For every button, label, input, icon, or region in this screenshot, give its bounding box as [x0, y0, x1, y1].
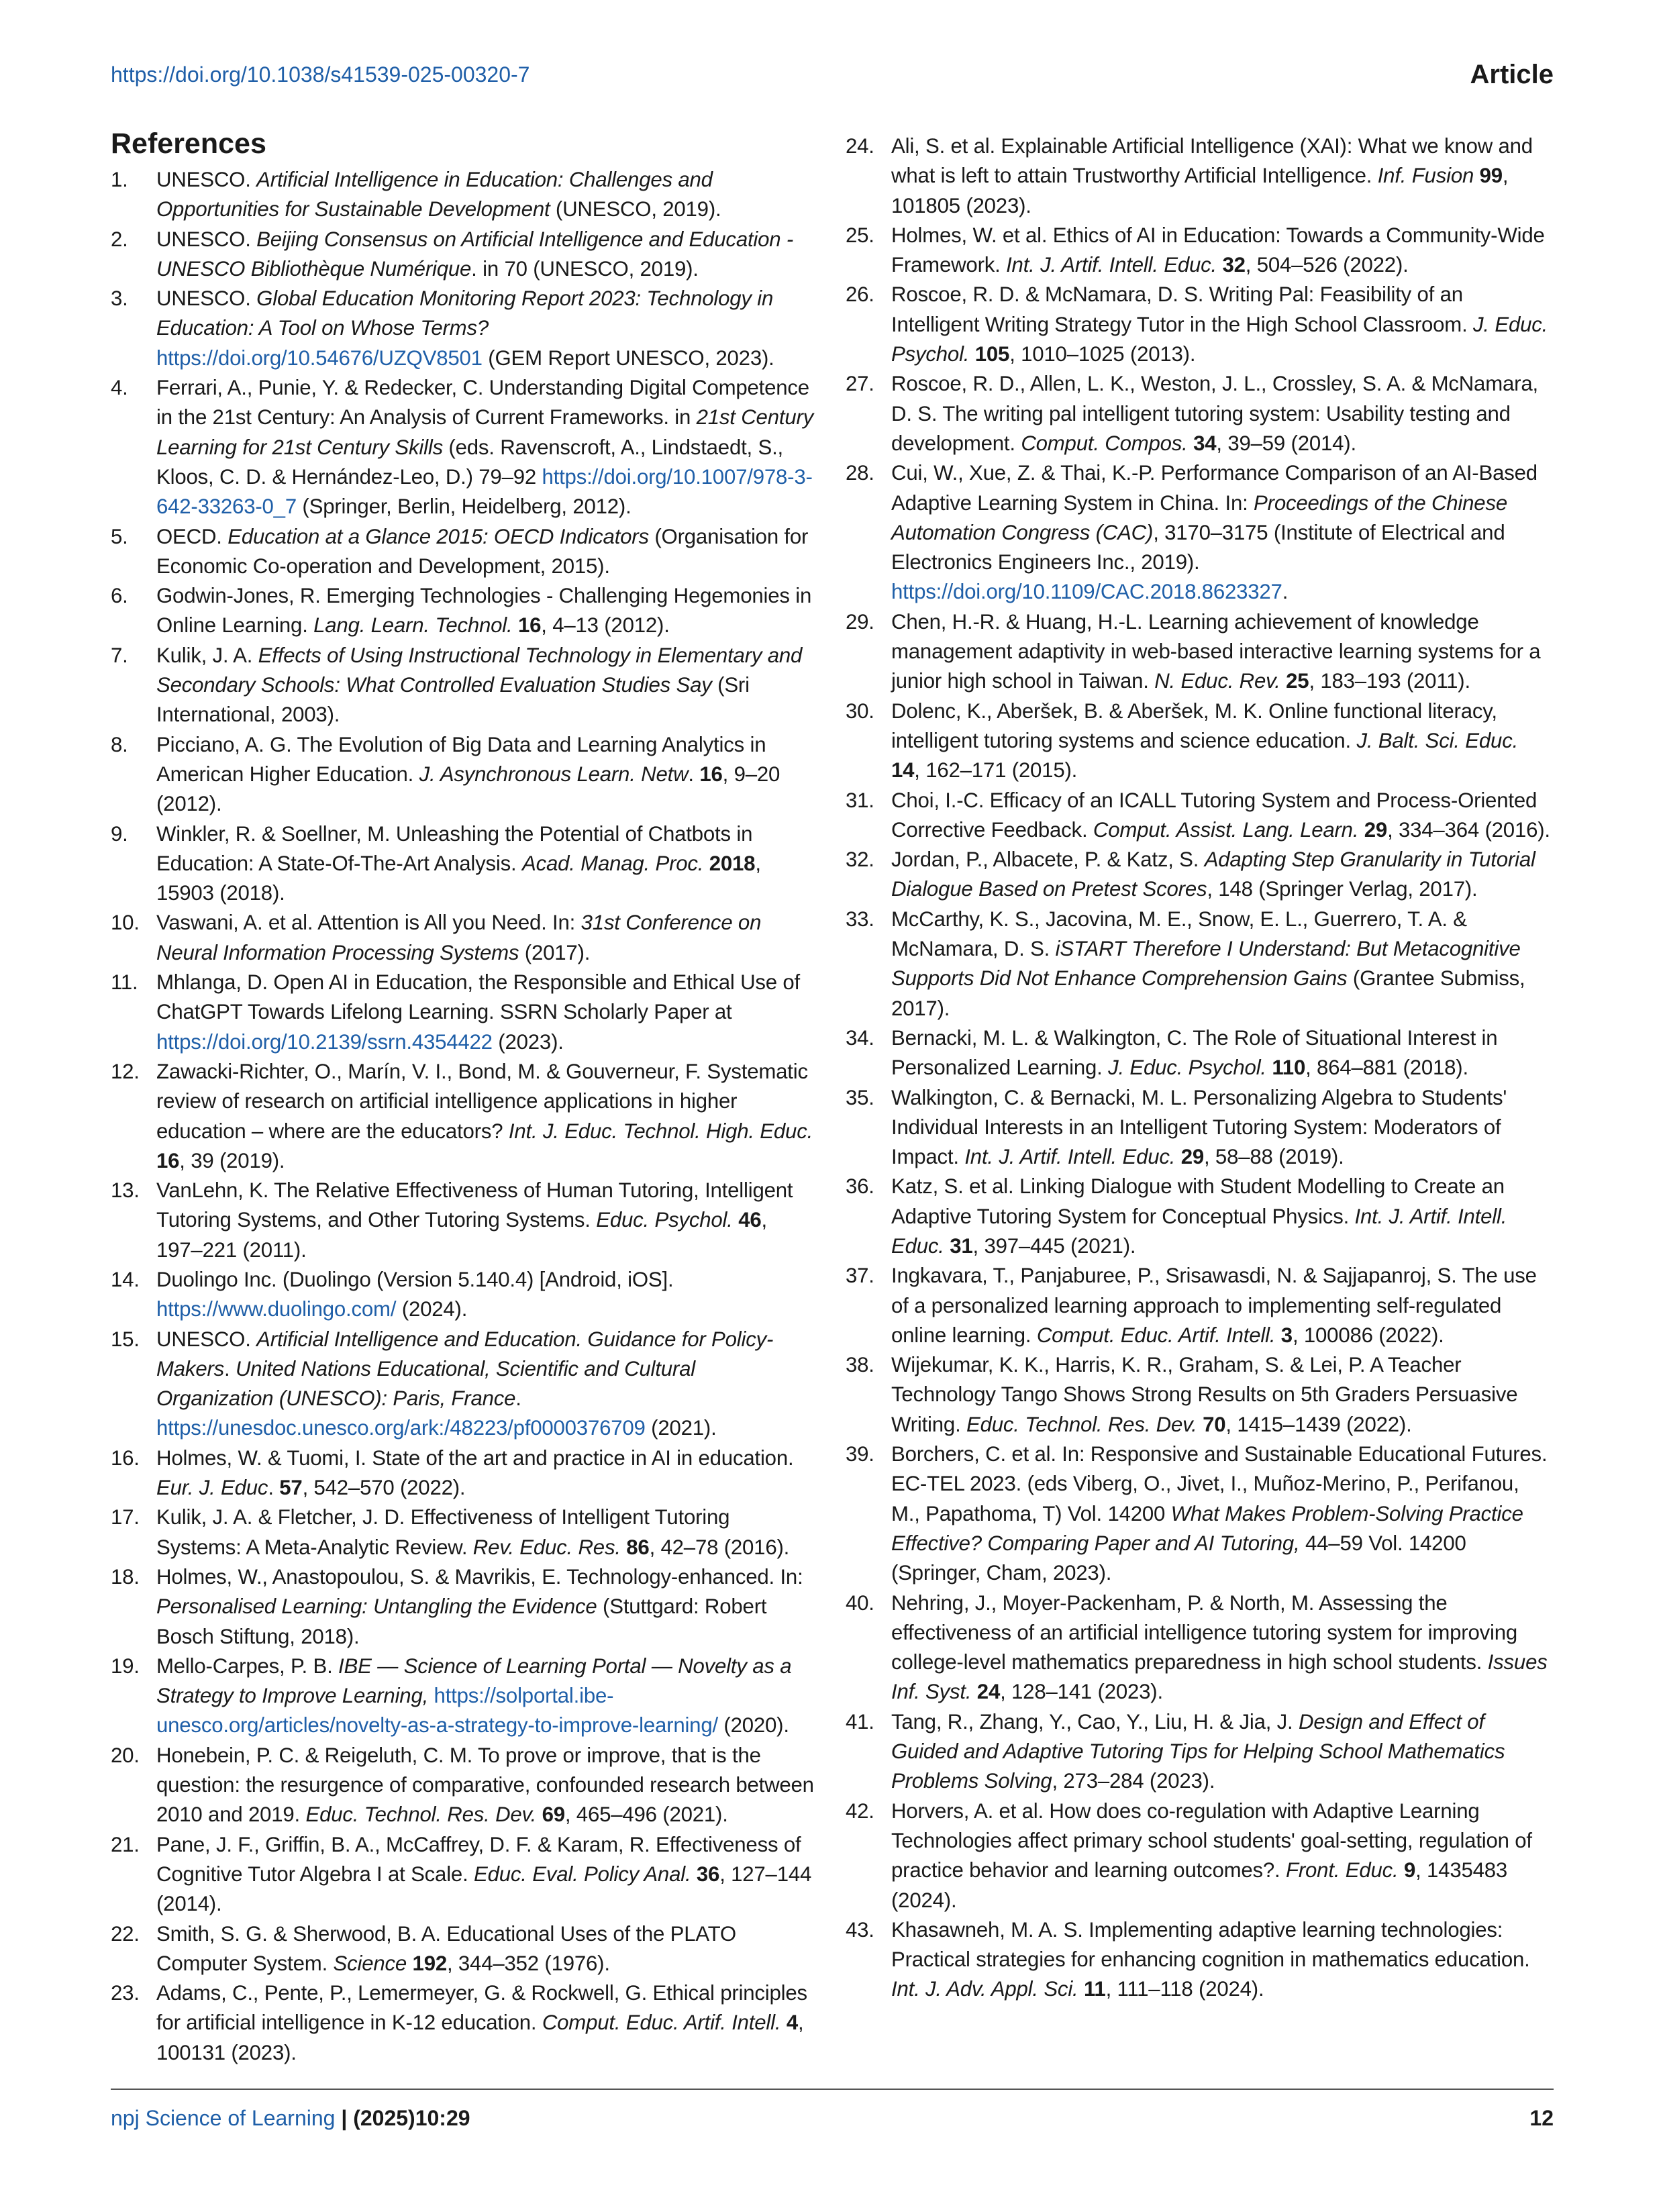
reference-volume: 110: [1272, 1056, 1306, 1080]
reference-volume: 69: [542, 1803, 565, 1827]
reference-item: [111, 1919, 817, 1979]
reference-number: 39.: [846, 1442, 874, 1466]
reference-volume: 16: [699, 762, 723, 786]
reference-title: Educ. Psychol.: [596, 1208, 733, 1232]
reference-text: , 864–881 (2018).: [1305, 1056, 1468, 1080]
reference-text: Cui, W., Xue, Z. & Thai, K.-P. Performance Comparison of an AI-Based Adaptive Learning System in China. In:: [891, 461, 1537, 515]
reference-title: United Nations Educational, Scientific and Cultural Organization (UNESCO): Paris, France: [156, 1356, 695, 1411]
reference-text: (Stuttgard: Robert Bosch Stiftung, 2018).: [156, 1595, 767, 1648]
reference-item: [111, 1265, 817, 1325]
reference-item: [846, 369, 1552, 458]
reference-number: 28.: [846, 461, 874, 485]
reference-item: [111, 1562, 817, 1652]
reference-number: 25.: [846, 223, 874, 247]
reference-text: , 183–193 (2011).: [1309, 669, 1470, 693]
reference-text: UNESCO.: [156, 227, 257, 251]
reference-text: Ingkavara, T., Panjaburee, P., Srisawasdi, N. & Sajjapanroj, S. The use of a personalized learning approach to implementing self-regulated online learning.: [891, 1264, 1537, 1347]
reference-text: (2024).: [396, 1297, 468, 1321]
reference-text: Chen, H.-R. & Huang, H.-L. Learning achievement of knowledge management adaptivity in web-based interactive learning systems for a junior high school in Taiwan.: [891, 609, 1541, 693]
reference-volume: 99: [1479, 164, 1503, 188]
reference-text: (2020).: [717, 1713, 789, 1738]
reference-text: Mhlanga, D. Open AI in Education, the Responsible and Ethical Use of ChatGPT Towards Lifelong Learning. SSRN Scholarly Paper at: [156, 970, 800, 1024]
reference-text: Mello-Carpes, P. B.: [156, 1654, 339, 1678]
reference-text: Nehring, J., Moyer-Packenham, P. & North, M. Assessing the effectiveness of an artificial intelligence tutoring system for improving college-level mathematics preparedness in high school students.: [891, 1591, 1518, 1674]
reference-title: Comput. Compos.: [1021, 431, 1188, 455]
reference-text: , 39 (2019).: [179, 1148, 285, 1172]
reference-text: , 111–118 (2024).: [1105, 1977, 1264, 2001]
reference-item: [846, 845, 1552, 905]
reference-title: Educ. Technol. Res. Dev.: [966, 1412, 1197, 1436]
reference-text: , 9–20 (2012).: [156, 762, 780, 816]
reference-number: 15.: [111, 1327, 140, 1351]
reference-item: [111, 165, 817, 225]
reference-volume: 36: [696, 1862, 720, 1886]
reference-text: (2017).: [519, 940, 591, 964]
journal-name[interactable]: npj Science of Learning: [111, 2106, 336, 2130]
reference-number: 34.: [846, 1025, 874, 1050]
reference-number: 29.: [846, 609, 874, 634]
doi-link[interactable]: https://doi.org/10.1038/s41539-025-00320-7: [111, 62, 530, 87]
reference-number: 31.: [846, 788, 874, 812]
reference-number: 18.: [111, 1564, 140, 1589]
reference-number: 38.: [846, 1353, 874, 1377]
reference-link[interactable]: https://doi.org/10.2139/ssrn.4354422: [156, 1029, 493, 1054]
reference-item: [846, 1023, 1552, 1083]
reference-item: [846, 132, 1552, 221]
reference-title: 21st Century Learning for 21st Century Skills: [156, 405, 814, 459]
reference-title: Global Education Monitoring Report 2023: Technology in Education: A Tool on Whose Terms?: [156, 287, 774, 340]
reference-text: Kulik, J. A. & Fletcher, J. D. Effectiveness of Intelligent Tutoring Systems: A Meta-Analytic Review.: [156, 1505, 730, 1559]
reference-volume: 29: [1180, 1145, 1204, 1169]
reference-text: [621, 1536, 626, 1559]
reference-number: 21.: [111, 1832, 140, 1856]
reference-volume: 31: [950, 1234, 973, 1258]
reference-title: Personalised Learning: Untangling the Evidence: [156, 1595, 597, 1619]
reference-number: 27.: [846, 372, 874, 396]
reference-text: UNESCO.: [156, 1327, 257, 1351]
reference-volume: 24: [976, 1680, 1001, 1704]
reference-text: Roscoe, R. D. & McNamara, D. S. Writing Pal: Feasibility of an Intelligent Writing Strategy Tutor in the High School Classroom.: [891, 283, 1474, 336]
reference-number: 20.: [111, 1743, 140, 1767]
reference-number: 33.: [846, 907, 874, 931]
reference-text: , 197–221 (2011).: [156, 1208, 767, 1262]
reference-number: 40.: [846, 1591, 874, 1615]
article-type-label: Article: [1470, 60, 1554, 89]
reference-volume: 29: [1364, 817, 1388, 842]
reference-text: Godwin-Jones, R. Emerging Technologies - Challenging Hegemonies in Online Learning.: [156, 584, 812, 638]
reference-text: Tang, R., Zhang, Y., Cao, Y., Liu, H. & Jia, J.: [891, 1709, 1299, 1733]
reference-text: [1275, 1323, 1280, 1347]
reference-number: 12.: [111, 1059, 140, 1083]
reference-text: UNESCO.: [156, 168, 257, 191]
reference-number: 1.: [111, 168, 128, 191]
reference-text: [733, 1208, 738, 1231]
reference-text: , 101805 (2023).: [891, 164, 1509, 217]
references-column-left: [111, 129, 817, 2068]
reference-title: Education at a Glance 2015: OECD Indicators: [228, 524, 649, 548]
reference-text: [1175, 1145, 1180, 1168]
reference-item: [111, 1503, 817, 1562]
reference-item: [846, 1261, 1552, 1350]
reference-volume: 57: [279, 1476, 303, 1500]
reference-number: 35.: [846, 1085, 874, 1109]
reference-item: [111, 1176, 817, 1265]
reference-text: (2023).: [492, 1029, 564, 1054]
reference-item: [846, 458, 1552, 607]
reference-text: UNESCO.: [156, 287, 257, 311]
reference-text: Honebein, P. C. & Reigeluth, C. M. To prove or improve, that is the question: the resurgence of comparative, confounded research between 2010 and 2019.: [156, 1743, 814, 1827]
reference-title: Proceedings of the Chinese Automation Congress (CAC): [891, 491, 1507, 544]
reference-text: , 162–171 (2015).: [914, 758, 1078, 783]
reference-text: Winkler, R. & Soellner, M. Unleashing the Potential of Chatbots in Education: A State-Of-The-Art Analysis.: [156, 821, 753, 875]
reference-text: .: [268, 1476, 280, 1500]
reference-number: 10.: [111, 911, 140, 935]
reference-text: [703, 852, 709, 875]
reference-list-right: [846, 132, 1552, 2005]
reference-volume: 70: [1203, 1412, 1226, 1436]
reference-text: , 148 (Springer Verlag, 2017).: [1207, 877, 1478, 901]
reference-text: (eds. Ravenscroft, A., Lindstaedt, S., Kloos, C. D. & Hernández-Leo, D.) 79–92: [156, 435, 784, 489]
volume-info: | (2025)10:29: [335, 2106, 470, 2130]
reference-text: , 100086 (2022).: [1292, 1323, 1444, 1347]
reference-text: Kulik, J. A.: [156, 643, 258, 667]
reference-item: [846, 1172, 1552, 1261]
reference-title: Int. J. Adv. Appl. Sci.: [891, 1977, 1078, 2001]
reference-text: , 127–144 (2014).: [156, 1862, 812, 1916]
reference-text: , 542–570 (2022).: [302, 1476, 466, 1500]
reference-text: [944, 1234, 950, 1258]
reference-text: Bernacki, M. L. & Walkington, C. The Role of Situational Interest in Personalized Learning.: [891, 1025, 1498, 1080]
reference-text: [1188, 432, 1193, 455]
reference-item: [111, 522, 817, 582]
reference-number: 37.: [846, 1264, 874, 1288]
reference-number: 6.: [111, 584, 128, 608]
reference-text: . in 70 (UNESCO, 2019).: [471, 256, 699, 281]
reference-text: (Organisation for Economic Co-operation and Development, 2015).: [156, 524, 809, 578]
reference-number: 16.: [111, 1446, 140, 1470]
reference-title: Educ. Technol. Res. Dev.: [305, 1803, 537, 1827]
reference-text: , 3170–3175 (Institute of Electrical and Electronics Engineers Inc., 2019).: [891, 520, 1505, 574]
reference-item: [111, 730, 817, 819]
reference-text: Borchers, C. et al. In: Responsive and Sustainable Educational Futures. EC-TEL 2023. (eds Viberg, O., Jivet, I., Muñoz-Merino, P., Perifanou, M., Papathoma, T) Vol. 14200: [891, 1442, 1548, 1525]
reference-item: [846, 905, 1552, 1023]
reference-text: Walkington, C. & Bernacki, M. L. Personalizing Algebra to Students' Individual Interests in an Intelligent Tutoring System: Moderators of Impact.: [891, 1085, 1507, 1169]
reference-link[interactable]: https://unesdoc.unesco.org/ark:/48223/pf0000376709: [156, 1416, 646, 1440]
reference-number: 13.: [111, 1178, 140, 1203]
reference-text: Adams, C., Pente, P., Lemermeyer, G. & Rockwell, G. Ethical principles for artificial intelligence in K-12 education.: [156, 1981, 807, 2035]
reference-item: [846, 1083, 1552, 1172]
reference-number: 36.: [846, 1174, 874, 1199]
reference-title: Rev. Educ. Res.: [472, 1535, 621, 1559]
reference-text: , 344–352 (1976).: [446, 1951, 610, 1975]
reference-title: What Makes Problem-Solving Practice Effective? Comparing Paper and AI Tutoring,: [891, 1501, 1523, 1555]
reference-text: 44–59 Vol. 14200 (Springer, Cham, 2023).: [891, 1531, 1466, 1585]
reference-text: [1078, 1977, 1084, 2001]
reference-item: [846, 1797, 1552, 1915]
reference-title: Science: [333, 1951, 407, 1975]
reference-item: [111, 1325, 817, 1444]
reference-title: Issues Inf. Syst.: [891, 1650, 1548, 1704]
reference-text: , 1435483 (2024).: [891, 1858, 1508, 1912]
reference-title: J. Educ. Psychol.: [891, 312, 1548, 366]
reference-item: [846, 1915, 1552, 2005]
reference-number: 5.: [111, 524, 128, 548]
reference-text: Vaswani, A. et al. Attention is All you Need. In:: [156, 911, 581, 935]
reference-title: Inf. Fusion: [1377, 164, 1474, 188]
reference-title: Int. J. Educ. Technol. High. Educ.: [508, 1119, 813, 1143]
reference-title: Lang. Learn. Technol.: [313, 613, 513, 638]
reference-text: , 100131 (2023).: [156, 2011, 804, 2064]
reference-text: (Springer, Berlin, Heidelberg, 2012).: [296, 495, 632, 519]
reference-title: Comput. Educ. Artif. Intell.: [1036, 1323, 1276, 1347]
reference-text: , 273–284 (2023).: [1052, 1769, 1215, 1793]
reference-text: (Grantee Submiss, 2017).: [891, 966, 1525, 1020]
reference-title: Comput. Assist. Lang. Learn.: [1093, 817, 1359, 842]
reference-text: [1474, 164, 1479, 187]
reference-number: 17.: [111, 1505, 140, 1529]
reference-text: [536, 1803, 542, 1826]
reference-volume: 16: [156, 1148, 180, 1172]
reference-title: J. Educ. Psychol.: [1108, 1056, 1266, 1080]
reference-list-left: [111, 165, 817, 2068]
reference-number: 3.: [111, 287, 128, 311]
reference-title: IBE — Science of Learning Portal — Novelty as a Strategy to Improve Learning,: [156, 1654, 792, 1708]
reference-text: [780, 2011, 786, 2034]
reference-link[interactable]: https://doi.org/10.1109/CAC.2018.8623327: [891, 580, 1282, 604]
reference-text: , 58–88 (2019).: [1204, 1145, 1344, 1169]
reference-volume: 192: [412, 1951, 447, 1975]
reference-number: 19.: [111, 1654, 140, 1678]
reference-text: Picciano, A. G. The Evolution of Big Data and Learning Analytics in American Higher Education.: [156, 732, 766, 786]
footer-journal: [111, 2106, 470, 2131]
reference-text: [1398, 1858, 1403, 1882]
reference-text: [969, 342, 974, 366]
reference-item: [111, 284, 817, 373]
reference-text: (UNESCO, 2019).: [550, 197, 721, 221]
reference-title: Effects of Using Instructional Technology in Elementary and Secondary Schools: What Controlled Evaluation Studies Say: [156, 643, 803, 697]
reference-text: Duolingo Inc. (Duolingo (Version 5.140.4) [Android, iOS].: [156, 1267, 674, 1291]
reference-item: [111, 1057, 817, 1176]
reference-number: 11.: [111, 970, 138, 995]
reference-number: 7.: [111, 643, 128, 667]
reference-number: 9.: [111, 821, 128, 846]
reference-item: [111, 908, 817, 968]
reference-volume: 25: [1286, 669, 1309, 693]
footer-divider: [111, 2089, 1554, 2090]
reference-item: [111, 968, 817, 1057]
reference-text: Khasawneh, M. A. S. Implementing adaptive learning technologies: Practical strategies for enhancing cognition in mathematics education.: [891, 1917, 1530, 1972]
reference-text: [1197, 1413, 1203, 1436]
reference-link[interactable]: https://doi.org/10.1007/978-3-642-33263-0_7: [156, 464, 813, 519]
reference-number: 24.: [846, 134, 874, 158]
reference-title: Acad. Manag. Proc.: [521, 851, 704, 875]
reference-text: Holmes, W. & Tuomi, I. State of the art and practice in AI in education.: [156, 1446, 794, 1470]
reference-text: Smith, S. G. & Sherwood, B. A. Educational Uses of the PLATO Computer System.: [156, 1921, 736, 1975]
reference-text: (2021).: [645, 1416, 717, 1440]
reference-item: [846, 1350, 1552, 1440]
reference-text: Dolenc, K., Aberšek, B. & Aberšek, M. K. Online functional literacy, intelligent tutoring systems and science education.: [891, 699, 1497, 752]
reference-text: Ferrari, A., Punie, Y. & Redecker, C. Understanding Digital Competence in the 21st Century: An Analysis of Current Frameworks. in: [156, 376, 809, 430]
reference-item: [846, 1707, 1552, 1797]
reference-item: [846, 280, 1552, 369]
reference-volume: 34: [1193, 431, 1217, 455]
reference-item: [111, 819, 817, 909]
reference-item: [111, 641, 817, 730]
reference-item: [111, 1444, 817, 1503]
reference-title: 31st Conference on Neural Information Processing Systems: [156, 911, 762, 964]
reference-title: Design and Effect of Guided and Adaptive Tutoring Tips for Helping School Mathematics Problems Solving: [891, 1709, 1505, 1793]
reference-text: .: [224, 1356, 236, 1380]
reference-title: Beijing Consensus on Artificial Intelligence and Education - UNESCO Bibliothèque Numérique: [156, 227, 794, 281]
reference-number: 22.: [111, 1921, 140, 1946]
reference-number: 41.: [846, 1709, 874, 1733]
reference-item: [846, 607, 1552, 697]
reference-text: [428, 1684, 434, 1707]
reference-text: Jordan, P., Albacete, P. & Katz, S.: [891, 848, 1205, 872]
reference-text: VanLehn, K. The Relative Effectiveness of Human Tutoring, Intelligent Tutoring Systems, and Other Tutoring Systems.: [156, 1178, 793, 1232]
reference-title: Int. J. Artif. Intell. Educ.: [891, 1204, 1507, 1258]
reference-volume: 2018: [709, 851, 756, 875]
reference-text: [971, 1680, 976, 1703]
reference-volume: 11: [1083, 1977, 1106, 2001]
reference-text: , 504–526 (2022).: [1245, 253, 1409, 277]
reference-number: 43.: [846, 1917, 874, 1942]
page-number: 12: [1529, 2106, 1554, 2130]
reference-volume: 46: [738, 1208, 762, 1232]
reference-link[interactable]: https://doi.org/10.54676/UZQV8501: [156, 346, 483, 370]
reference-number: 30.: [846, 699, 874, 723]
reference-number: 2.: [111, 227, 128, 251]
reference-text: (GEM Report UNESCO, 2023).: [482, 346, 774, 370]
reference-text: Holmes, W. et al. Ethics of AI in Education: Towards a Community-Wide Framework.: [891, 223, 1545, 277]
reference-text: [1358, 818, 1364, 842]
reference-number: 14.: [111, 1267, 140, 1291]
reference-item: [846, 1440, 1552, 1588]
reference-text: , 1415–1439 (2022).: [1225, 1412, 1412, 1436]
reference-text: McCarthy, K. S., Jacovina, M. E., Snow, E. L., Guerrero, T. A. & McNamara, D. S.: [891, 907, 1467, 961]
reference-volume: 9: [1403, 1858, 1416, 1882]
reference-item: [111, 1830, 817, 1919]
reference-title: Front. Educ.: [1286, 1858, 1399, 1882]
reference-text: Holmes, W., Anastopoulou, S. & Mavrikis, E. Technology-enhanced. In:: [156, 1564, 803, 1589]
reference-text: [513, 613, 518, 637]
reference-item: [846, 697, 1552, 786]
reference-text: , 1010–1025 (2013).: [1009, 342, 1196, 366]
reference-text: Roscoe, R. D., Allen, L. K., Weston, J. L., Crossley, S. A. & McNamara, D. S. The writing pal intelligent tutoring system: Usability testing and development.: [891, 372, 1538, 455]
reference-number: 42.: [846, 1799, 874, 1823]
reference-volume: 3: [1280, 1323, 1293, 1347]
reference-text: OECD.: [156, 524, 228, 548]
reference-item: [111, 581, 817, 641]
reference-text: , 15903 (2018).: [156, 851, 761, 905]
reference-number: 4.: [111, 376, 128, 400]
reference-text: , 334–364 (2016).: [1387, 817, 1550, 842]
reference-text: Katz, S. et al. Linking Dialogue with Student Modelling to Create an Adaptive Tutoring System for Conceptual Physics.: [891, 1174, 1505, 1228]
reference-text: Wijekumar, K. K., Harris, K. R., Graham, S. & Lei, P. A Teacher Technology Tango Shows Strong Results on 5th Graders Persuasive Writing.: [891, 1353, 1518, 1436]
reference-title: Adapting Step Granularity in Tutorial Dialogue Based on Pretest Scores: [891, 848, 1535, 901]
reference-title: Artificial Intelligence and Education. Guidance for Policy-Makers: [156, 1327, 774, 1380]
reference-volume: 32: [1222, 253, 1246, 277]
references-column-right: [846, 132, 1552, 2005]
reference-item: [111, 1978, 817, 2068]
reference-number: 26.: [846, 283, 874, 307]
reference-text: .: [515, 1387, 521, 1411]
reference-text: Choi, I.-C. Efficacy of an ICALL Tutoring System and Process-Oriented Corrective Feedback.: [891, 788, 1537, 842]
reference-text: Zawacki-Richter, O., Marín, V. I., Bond, M. & Gouverneur, F. Systematic review of research on artificial intelligence applications in higher education – where are the educators?: [156, 1059, 808, 1143]
reference-text: , 4–13 (2012).: [541, 613, 670, 638]
reference-text: [691, 1862, 696, 1886]
reference-title: Int. J. Artif. Intell. Educ.: [964, 1145, 1176, 1169]
reference-item: [846, 786, 1552, 846]
reference-text: , 465–496 (2021).: [564, 1803, 728, 1827]
reference-number: 32.: [846, 848, 874, 872]
reference-title: Int. J. Artif. Intell. Educ.: [1006, 253, 1217, 277]
reference-text: , 128–141 (2023).: [1000, 1680, 1163, 1704]
reference-title: Eur. J. Educ: [156, 1476, 268, 1500]
reference-title: Artificial Intelligence in Education: Challenges and Opportunities for Sustainable Development: [156, 168, 713, 221]
reference-text: [1280, 669, 1286, 693]
reference-title: J. Asynchronous Learn. Netw: [419, 762, 689, 786]
reference-text: .: [688, 762, 700, 786]
reference-text: (Sri International, 2003).: [156, 673, 750, 727]
reference-text: , 42–78 (2016).: [649, 1535, 790, 1559]
reference-title: Educ. Eval. Policy Anal.: [474, 1862, 691, 1886]
reference-volume: 86: [626, 1535, 650, 1559]
reference-text: [407, 1952, 412, 1975]
reference-title: J. Balt. Sci. Educ.: [1356, 728, 1519, 752]
reference-volume: 14: [891, 758, 915, 783]
reference-title: N. Educ. Rev.: [1154, 669, 1280, 693]
reference-link[interactable]: https://www.duolingo.com/: [156, 1297, 397, 1321]
reference-volume: 105: [974, 342, 1010, 366]
reference-title: iSTART Therefore I Understand: But Metacognitive Supports Did Not Enhance Comprehension Gains: [891, 937, 1521, 991]
reference-text: , 39–59 (2014).: [1216, 431, 1356, 455]
reference-text: , 397–445 (2021).: [972, 1234, 1136, 1258]
section-title: References: [111, 128, 266, 160]
reference-item: [111, 225, 817, 285]
reference-number: 8.: [111, 732, 128, 756]
reference-item: [846, 1589, 1552, 1707]
reference-number: 23.: [111, 1981, 140, 2005]
reference-text: .: [1282, 580, 1289, 604]
reference-item: [111, 373, 817, 521]
reference-volume: 16: [517, 613, 542, 638]
reference-text: Horvers, A. et al. How does co-regulation with Adaptive Learning Technologies affect primary school students' goal-setting, regulation of practice behavior and learning outcomes?.: [891, 1799, 1532, 1882]
reference-item: [111, 1741, 817, 1830]
reference-item: [111, 1652, 817, 1741]
reference-text: Ali, S. et al. Explainable Artificial Intelligence (XAI): What we know and what is left to attain Trustworthy Artificial Intelligence.: [891, 134, 1533, 188]
reference-text: Pane, J. F., Griffin, B. A., McCaffrey, D. F. & Karam, R. Effectiveness of Cognitive Tutor Algebra I at Scale.: [156, 1832, 801, 1886]
reference-item: [846, 221, 1552, 281]
reference-link[interactable]: https://solportal.ibe-unesco.org/articles/novelty-as-a-strategy-to-improve-learning/: [156, 1684, 718, 1738]
reference-volume: 4: [786, 2011, 798, 2035]
reference-title: Comput. Educ. Artif. Intell.: [542, 2011, 781, 2035]
